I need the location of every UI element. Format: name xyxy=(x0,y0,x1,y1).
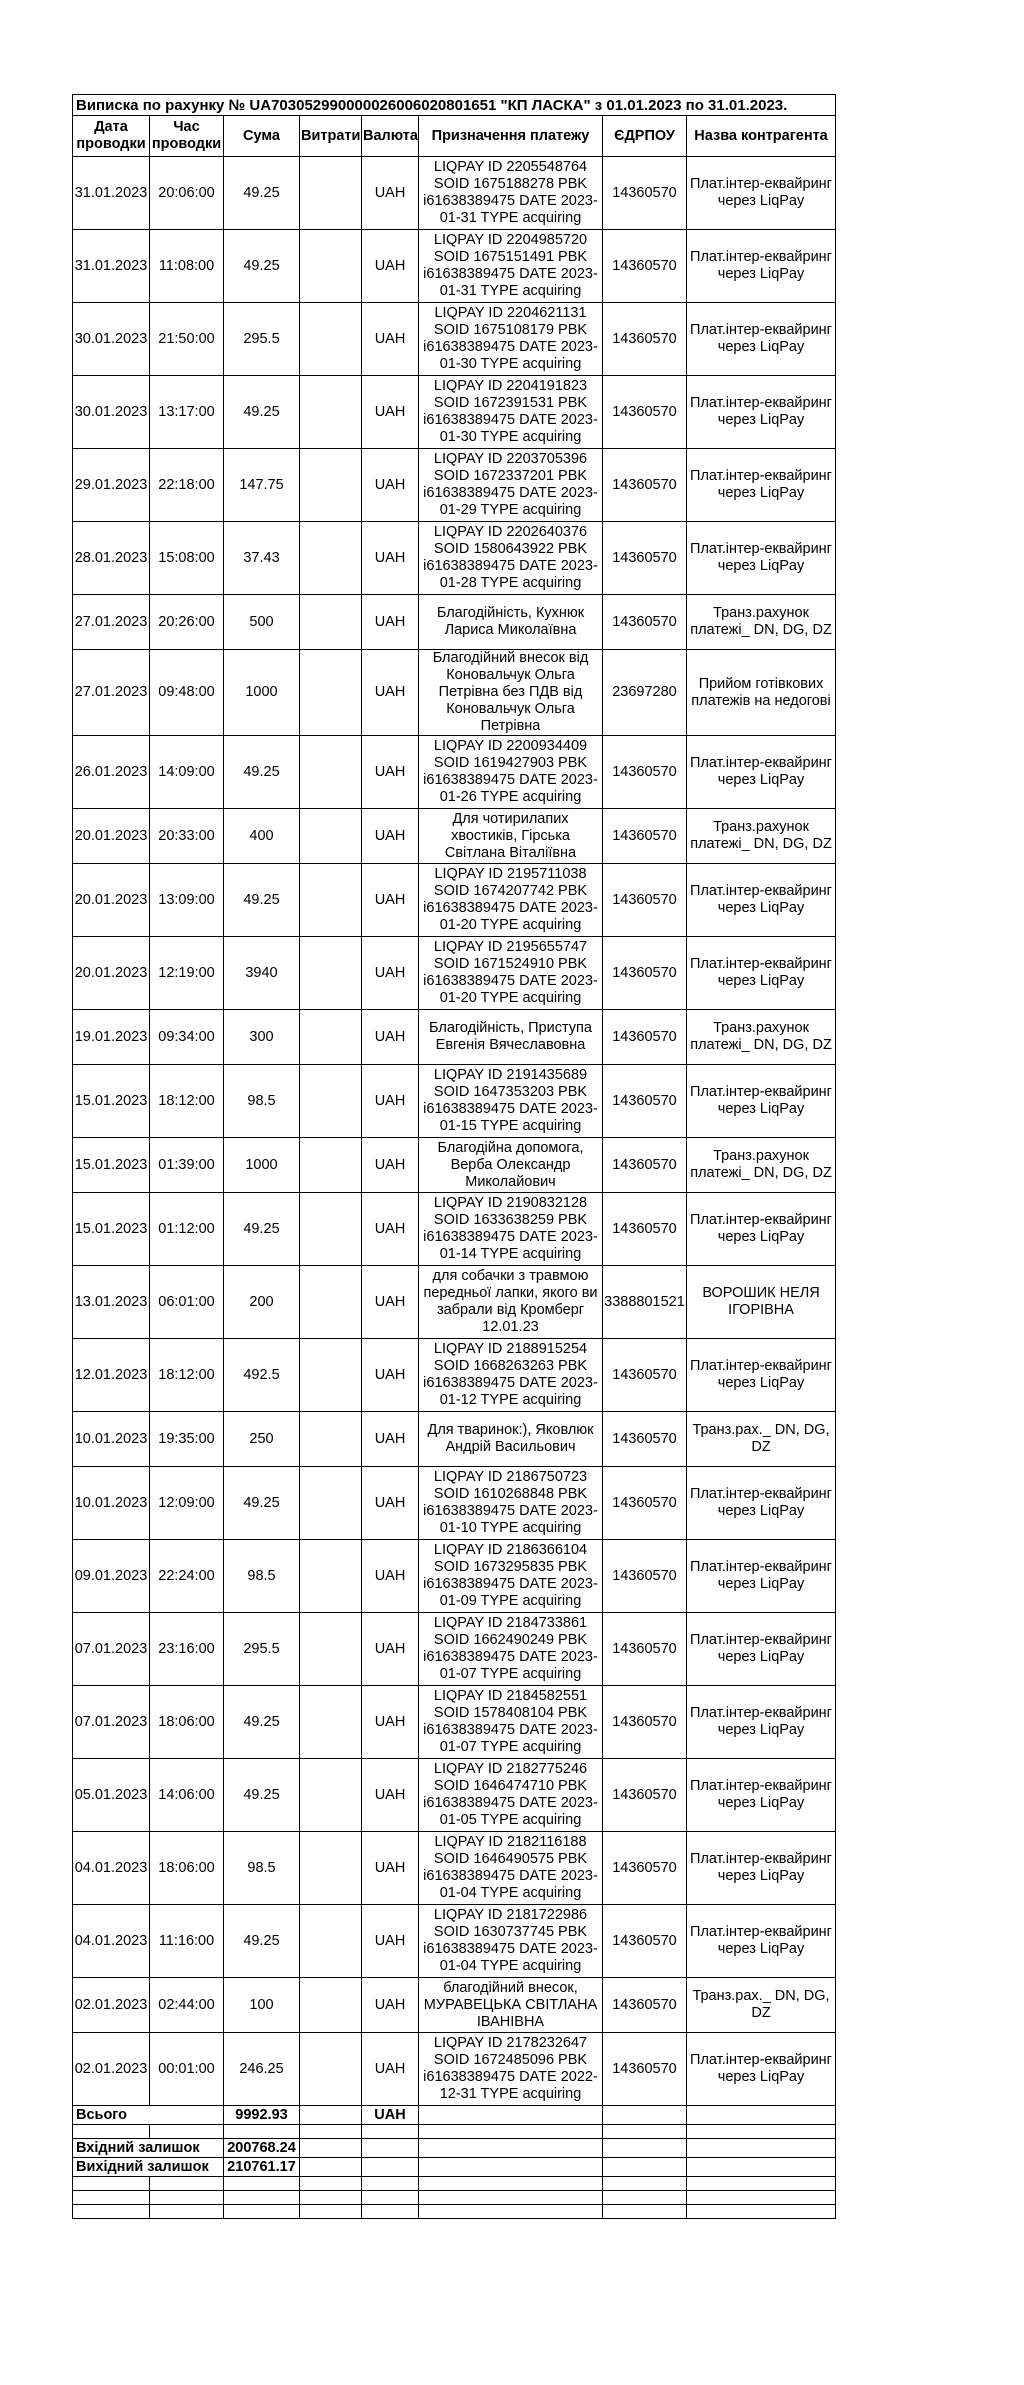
cell-date: 02.01.2023 xyxy=(73,2033,150,2106)
table-row xyxy=(73,230,836,303)
cell-purpose: LIQPAY ID 2181722986 SOID 1630737745 PBK i61638389475 DATE 2023-01-04 TYPE acquiring xyxy=(419,1905,603,1978)
cell-purpose: Для тваринок:), Яковлюк Андрій Васильович xyxy=(419,1412,603,1467)
cell-counterparty: Плат.інтер-еквайринг через LiqPay xyxy=(687,1832,836,1905)
cell-currency: UAH xyxy=(362,1978,419,2033)
cell-purpose: LIQPAY ID 2190832128 SOID 1633638259 PBK i61638389475 DATE 2023-01-14 TYPE acquiring xyxy=(419,1193,603,1266)
cell-purpose: LIQPAY ID 2205548764 SOID 1675188278 PBK i61638389475 DATE 2023-01-31 TYPE acquiring xyxy=(419,157,603,230)
cell-expense xyxy=(300,1467,362,1540)
cell-time: 20:06:00 xyxy=(150,157,224,230)
total-amount: 9992.93 xyxy=(224,2106,300,2125)
cell-purpose: LIQPAY ID 2182775246 SOID 1646474710 PBK i61638389475 DATE 2023-01-05 TYPE acquiring xyxy=(419,1759,603,1832)
cell-date: 30.01.2023 xyxy=(73,376,150,449)
cell-time: 20:26:00 xyxy=(150,595,224,650)
cell-currency: UAH xyxy=(362,809,419,864)
cell-counterparty: Плат.інтер-еквайринг через LiqPay xyxy=(687,864,836,937)
cell-date: 15.01.2023 xyxy=(73,1193,150,1266)
cell-date: 19.01.2023 xyxy=(73,1010,150,1065)
cell-purpose: LIQPAY ID 2204621131 SOID 1675108179 PBK i61638389475 DATE 2023-01-30 TYPE acquiring xyxy=(419,303,603,376)
closing-balance-label: Вихідний залишок xyxy=(73,2158,224,2177)
cell-purpose: LIQPAY ID 2203705396 SOID 1672337201 PBK i61638389475 DATE 2023-01-29 TYPE acquiring xyxy=(419,449,603,522)
cell-expense xyxy=(300,522,362,595)
cell-counterparty: Плат.інтер-еквайринг через LiqPay xyxy=(687,303,836,376)
closing-balance-row xyxy=(73,2158,836,2177)
cell-expense xyxy=(300,1339,362,1412)
cell-date: 12.01.2023 xyxy=(73,1339,150,1412)
cell-edrpou: 14360570 xyxy=(603,937,687,1010)
cell-amount: 49.25 xyxy=(224,736,300,809)
cell-time: 12:09:00 xyxy=(150,1467,224,1540)
cell-edrpou: 14360570 xyxy=(603,2033,687,2106)
cell-purpose: LIQPAY ID 2178232647 SOID 1672485096 PBK i61638389475 DATE 2022-12-31 TYPE acquiring xyxy=(419,2033,603,2106)
cell-counterparty: Транз.рахунок платежі_ DN, DG, DZ xyxy=(687,1138,836,1193)
statement-sheet xyxy=(72,94,835,2219)
table-row xyxy=(73,1759,836,1832)
table-row xyxy=(73,157,836,230)
cell-date: 10.01.2023 xyxy=(73,1467,150,1540)
cell-date: 20.01.2023 xyxy=(73,809,150,864)
cell-amount: 98.5 xyxy=(224,1832,300,1905)
cell-counterparty: Плат.інтер-еквайринг через LiqPay xyxy=(687,376,836,449)
cell-expense xyxy=(300,650,362,736)
cell-edrpou: 14360570 xyxy=(603,449,687,522)
cell-date: 27.01.2023 xyxy=(73,595,150,650)
cell-counterparty: Плат.інтер-еквайринг через LiqPay xyxy=(687,1467,836,1540)
cell-currency: UAH xyxy=(362,1065,419,1138)
cell-purpose: LIQPAY ID 2184582551 SOID 1578408104 PBK i61638389475 DATE 2023-01-07 TYPE acquiring xyxy=(419,1686,603,1759)
cell-time: 11:08:00 xyxy=(150,230,224,303)
cell-edrpou: 14360570 xyxy=(603,1412,687,1467)
cell-currency: UAH xyxy=(362,1266,419,1339)
cell-counterparty: Плат.інтер-еквайринг через LiqPay xyxy=(687,1613,836,1686)
cell-time: 14:09:00 xyxy=(150,736,224,809)
cell-expense xyxy=(300,1193,362,1266)
cell-time: 01:39:00 xyxy=(150,1138,224,1193)
cell-time: 13:17:00 xyxy=(150,376,224,449)
cell-purpose: LIQPAY ID 2200934409 SOID 1619427903 PBK i61638389475 DATE 2023-01-26 TYPE acquiring xyxy=(419,736,603,809)
cell-counterparty: Транз.рахунок платежі_ DN, DG, DZ xyxy=(687,1010,836,1065)
statement-title: Виписка по рахунку № UA703052990000026006020801651 "КП ЛАСКА" з 01.01.2023 по 31.01.2023. xyxy=(73,95,836,116)
cell-expense xyxy=(300,303,362,376)
cell-expense xyxy=(300,1065,362,1138)
cell-time: 18:06:00 xyxy=(150,1832,224,1905)
header-amount: Сума xyxy=(224,116,300,157)
cell-counterparty: Транз.рах._ DN, DG, DZ xyxy=(687,1978,836,2033)
cell-edrpou: 14360570 xyxy=(603,522,687,595)
cell-time: 18:12:00 xyxy=(150,1065,224,1138)
cell-purpose: LIQPAY ID 2204191823 SOID 1672391531 PBK i61638389475 DATE 2023-01-30 TYPE acquiring xyxy=(419,376,603,449)
cell-expense xyxy=(300,376,362,449)
cell-date: 15.01.2023 xyxy=(73,1065,150,1138)
cell-counterparty: Плат.інтер-еквайринг через LiqPay xyxy=(687,522,836,595)
cell-expense xyxy=(300,1759,362,1832)
cell-edrpou: 14360570 xyxy=(603,230,687,303)
cell-counterparty: Плат.інтер-еквайринг через LiqPay xyxy=(687,157,836,230)
cell-currency: UAH xyxy=(362,1010,419,1065)
cell-currency: UAH xyxy=(362,595,419,650)
cell-expense xyxy=(300,1832,362,1905)
cell-edrpou: 14360570 xyxy=(603,1339,687,1412)
cell-amount: 98.5 xyxy=(224,1065,300,1138)
cell-date: 29.01.2023 xyxy=(73,449,150,522)
table-row xyxy=(73,1193,836,1266)
cell-edrpou: 14360570 xyxy=(603,1759,687,1832)
cell-purpose: Благодійна допомога, Верба Олександр Миколайович xyxy=(419,1138,603,1193)
cell-counterparty: Транз.рахунок платежі_ DN, DG, DZ xyxy=(687,809,836,864)
cell-expense xyxy=(300,449,362,522)
cell-currency: UAH xyxy=(362,449,419,522)
cell-date: 05.01.2023 xyxy=(73,1759,150,1832)
cell-currency: UAH xyxy=(362,1467,419,1540)
header-currency: Валюта xyxy=(362,116,419,157)
cell-amount: 49.25 xyxy=(224,376,300,449)
cell-date: 07.01.2023 xyxy=(73,1686,150,1759)
cell-edrpou: 14360570 xyxy=(603,1193,687,1266)
table-row xyxy=(73,1138,836,1193)
cell-edrpou: 14360570 xyxy=(603,157,687,230)
cell-expense xyxy=(300,809,362,864)
cell-amount: 300 xyxy=(224,1010,300,1065)
header-edrpou: ЄДРПОУ xyxy=(603,116,687,157)
cell-edrpou: 14360570 xyxy=(603,1467,687,1540)
cell-amount: 1000 xyxy=(224,1138,300,1193)
cell-currency: UAH xyxy=(362,1686,419,1759)
cell-counterparty: Прийом готівкових платежів на недогові xyxy=(687,650,836,736)
table-row xyxy=(73,809,836,864)
cell-counterparty: Плат.інтер-еквайринг через LiqPay xyxy=(687,1759,836,1832)
cell-purpose: LIQPAY ID 2195655747 SOID 1671524910 PBK i61638389475 DATE 2023-01-20 TYPE acquiring xyxy=(419,937,603,1010)
cell-currency: UAH xyxy=(362,230,419,303)
table-row xyxy=(73,1832,836,1905)
cell-amount: 98.5 xyxy=(224,1540,300,1613)
cell-purpose: Для чотирилапих хвостиків, Гірська Світлана Віталіївна xyxy=(419,809,603,864)
cell-time: 12:19:00 xyxy=(150,937,224,1010)
cell-currency: UAH xyxy=(362,937,419,1010)
cell-counterparty: Транз.рах._ DN, DG, DZ xyxy=(687,1412,836,1467)
cell-expense xyxy=(300,1686,362,1759)
total-currency: UAH xyxy=(362,2106,419,2125)
cell-date: 15.01.2023 xyxy=(73,1138,150,1193)
cell-purpose: LIQPAY ID 2182116188 SOID 1646490575 PBK i61638389475 DATE 2023-01-04 TYPE acquiring xyxy=(419,1832,603,1905)
cell-amount: 37.43 xyxy=(224,522,300,595)
cell-time: 14:06:00 xyxy=(150,1759,224,1832)
cell-edrpou: 14360570 xyxy=(603,1065,687,1138)
cell-purpose: благодійний внесок, МУРАВЕЦЬКА СВІТЛАНА ІВАНІВНА xyxy=(419,1978,603,2033)
cell-currency: UAH xyxy=(362,1339,419,1412)
table-row xyxy=(73,1010,836,1065)
cell-edrpou: 14360570 xyxy=(603,1905,687,1978)
cell-counterparty: Плат.інтер-еквайринг через LiqPay xyxy=(687,1065,836,1138)
cell-expense xyxy=(300,1266,362,1339)
cell-date: 04.01.2023 xyxy=(73,1905,150,1978)
cell-expense xyxy=(300,230,362,303)
cell-currency: UAH xyxy=(362,1613,419,1686)
cell-currency: UAH xyxy=(362,522,419,595)
cell-date: 27.01.2023 xyxy=(73,650,150,736)
cell-currency: UAH xyxy=(362,1138,419,1193)
empty-cell xyxy=(419,2106,603,2125)
cell-date: 30.01.2023 xyxy=(73,303,150,376)
table-row xyxy=(73,864,836,937)
spacer-row xyxy=(73,2125,836,2139)
cell-counterparty: Плат.інтер-еквайринг через LiqPay xyxy=(687,1193,836,1266)
cell-time: 00:01:00 xyxy=(150,2033,224,2106)
cell-amount: 246.25 xyxy=(224,2033,300,2106)
total-label: Всього xyxy=(73,2106,224,2125)
cell-expense xyxy=(300,1010,362,1065)
cell-amount: 295.5 xyxy=(224,1613,300,1686)
cell-time: 06:01:00 xyxy=(150,1266,224,1339)
statement-table xyxy=(72,94,836,2219)
cell-currency: UAH xyxy=(362,1832,419,1905)
table-row xyxy=(73,1686,836,1759)
cell-purpose: LIQPAY ID 2186750723 SOID 1610268848 PBK i61638389475 DATE 2023-01-10 TYPE acquiring xyxy=(419,1467,603,1540)
cell-time: 09:34:00 xyxy=(150,1010,224,1065)
cell-date: 20.01.2023 xyxy=(73,864,150,937)
cell-counterparty: ВОРОШИК НЕЛЯ ІГОРІВНА xyxy=(687,1266,836,1339)
cell-currency: UAH xyxy=(362,2033,419,2106)
cell-counterparty: Плат.інтер-еквайринг через LiqPay xyxy=(687,937,836,1010)
cell-edrpou: 14360570 xyxy=(603,864,687,937)
cell-counterparty: Плат.інтер-еквайринг через LiqPay xyxy=(687,1339,836,1412)
cell-time: 21:50:00 xyxy=(150,303,224,376)
cell-time: 15:08:00 xyxy=(150,522,224,595)
cell-purpose: Благодійний внесок від Коновальчук Ольга Петрівна без ПДВ від Коновальчук Ольга Петрівна xyxy=(419,650,603,736)
cell-time: 19:35:00 xyxy=(150,1412,224,1467)
cell-expense xyxy=(300,1905,362,1978)
cell-edrpou: 14360570 xyxy=(603,1613,687,1686)
cell-purpose: LIQPAY ID 2184733861 SOID 1662490249 PBK i61638389475 DATE 2023-01-07 TYPE acquiring xyxy=(419,1613,603,1686)
cell-date: 28.01.2023 xyxy=(73,522,150,595)
cell-purpose: Благодійність, Кухнюк Лариса Миколаївна xyxy=(419,595,603,650)
table-row xyxy=(73,1412,836,1467)
cell-edrpou: 14360570 xyxy=(603,736,687,809)
cell-counterparty: Плат.інтер-еквайринг через LiqPay xyxy=(687,1540,836,1613)
cell-expense xyxy=(300,937,362,1010)
empty-cell xyxy=(603,2106,687,2125)
cell-currency: UAH xyxy=(362,1193,419,1266)
cell-expense xyxy=(300,1412,362,1467)
spacer-row xyxy=(73,2191,836,2205)
table-row xyxy=(73,449,836,522)
cell-date: 31.01.2023 xyxy=(73,157,150,230)
cell-edrpou: 14360570 xyxy=(603,1540,687,1613)
cell-time: 23:16:00 xyxy=(150,1613,224,1686)
cell-counterparty: Плат.інтер-еквайринг через LiqPay xyxy=(687,1686,836,1759)
cell-time: 13:09:00 xyxy=(150,864,224,937)
cell-counterparty: Плат.інтер-еквайринг через LiqPay xyxy=(687,2033,836,2106)
cell-date: 09.01.2023 xyxy=(73,1540,150,1613)
cell-date: 04.01.2023 xyxy=(73,1832,150,1905)
cell-time: 18:06:00 xyxy=(150,1686,224,1759)
cell-purpose: для собачки з травмою передньої лапки, якого ви забрали від Кромберг 12.01.23 xyxy=(419,1266,603,1339)
table-row xyxy=(73,303,836,376)
opening-balance-row xyxy=(73,2139,836,2158)
cell-currency: UAH xyxy=(362,1905,419,1978)
cell-purpose: LIQPAY ID 2186366104 SOID 1673295835 PBK i61638389475 DATE 2023-01-09 TYPE acquiring xyxy=(419,1540,603,1613)
cell-edrpou: 14360570 xyxy=(603,376,687,449)
table-row xyxy=(73,650,836,736)
cell-expense xyxy=(300,864,362,937)
cell-amount: 250 xyxy=(224,1412,300,1467)
cell-amount: 49.25 xyxy=(224,1905,300,1978)
cell-expense xyxy=(300,1138,362,1193)
cell-amount: 1000 xyxy=(224,650,300,736)
header-expense: Витрати xyxy=(300,116,362,157)
cell-amount: 400 xyxy=(224,809,300,864)
empty-cell xyxy=(687,2106,836,2125)
spacer-row xyxy=(73,2205,836,2219)
header-row xyxy=(73,116,836,157)
cell-expense xyxy=(300,736,362,809)
cell-purpose: Благодійність, Приступа Евгенія Вячеславовна xyxy=(419,1010,603,1065)
cell-amount: 49.25 xyxy=(224,864,300,937)
table-row xyxy=(73,1467,836,1540)
table-row xyxy=(73,1266,836,1339)
table-row xyxy=(73,1978,836,2033)
spacer-row xyxy=(73,2177,836,2191)
header-counterparty: Назва контрагента xyxy=(687,116,836,157)
cell-edrpou: 14360570 xyxy=(603,595,687,650)
cell-date: 10.01.2023 xyxy=(73,1412,150,1467)
cell-time: 18:12:00 xyxy=(150,1339,224,1412)
cell-amount: 49.25 xyxy=(224,1467,300,1540)
cell-purpose: LIQPAY ID 2204985720 SOID 1675151491 PBK i61638389475 DATE 2023-01-31 TYPE acquiring xyxy=(419,230,603,303)
table-row xyxy=(73,522,836,595)
cell-currency: UAH xyxy=(362,1412,419,1467)
cell-time: 01:12:00 xyxy=(150,1193,224,1266)
cell-expense xyxy=(300,157,362,230)
cell-purpose: LIQPAY ID 2188915254 SOID 1668263263 PBK i61638389475 DATE 2023-01-12 TYPE acquiring xyxy=(419,1339,603,1412)
cell-edrpou: 3388801521 xyxy=(603,1266,687,1339)
cell-date: 20.01.2023 xyxy=(73,937,150,1010)
cell-amount: 100 xyxy=(224,1978,300,2033)
header-time: Час проводки xyxy=(150,116,224,157)
cell-amount: 49.25 xyxy=(224,157,300,230)
cell-currency: UAH xyxy=(362,650,419,736)
total-row xyxy=(73,2106,836,2125)
cell-time: 09:48:00 xyxy=(150,650,224,736)
cell-counterparty: Плат.інтер-еквайринг через LiqPay xyxy=(687,230,836,303)
cell-time: 11:16:00 xyxy=(150,1905,224,1978)
table-row xyxy=(73,1905,836,1978)
cell-currency: UAH xyxy=(362,1540,419,1613)
cell-amount: 49.25 xyxy=(224,1686,300,1759)
table-row xyxy=(73,1339,836,1412)
cell-expense xyxy=(300,1978,362,2033)
cell-purpose: LIQPAY ID 2191435689 SOID 1647353203 PBK i61638389475 DATE 2023-01-15 TYPE acquiring xyxy=(419,1065,603,1138)
cell-purpose: LIQPAY ID 2195711038 SOID 1674207742 PBK i61638389475 DATE 2023-01-20 TYPE acquiring xyxy=(419,864,603,937)
cell-counterparty: Плат.інтер-еквайринг через LiqPay xyxy=(687,1905,836,1978)
cell-amount: 500 xyxy=(224,595,300,650)
table-row xyxy=(73,595,836,650)
title-row xyxy=(73,95,836,116)
cell-time: 20:33:00 xyxy=(150,809,224,864)
cell-amount: 49.25 xyxy=(224,1759,300,1832)
cell-currency: UAH xyxy=(362,736,419,809)
cell-amount: 295.5 xyxy=(224,303,300,376)
cell-date: 26.01.2023 xyxy=(73,736,150,809)
cell-counterparty: Плат.інтер-еквайринг через LiqPay xyxy=(687,449,836,522)
table-row xyxy=(73,1540,836,1613)
cell-date: 31.01.2023 xyxy=(73,230,150,303)
cell-currency: UAH xyxy=(362,376,419,449)
opening-balance-amount: 200768.24 xyxy=(224,2139,300,2158)
cell-date: 13.01.2023 xyxy=(73,1266,150,1339)
cell-currency: UAH xyxy=(362,864,419,937)
cell-currency: UAH xyxy=(362,1759,419,1832)
cell-expense xyxy=(300,595,362,650)
cell-edrpou: 14360570 xyxy=(603,303,687,376)
cell-purpose: LIQPAY ID 2202640376 SOID 1580643922 PBK i61638389475 DATE 2023-01-28 TYPE acquiring xyxy=(419,522,603,595)
cell-expense xyxy=(300,1613,362,1686)
cell-edrpou: 23697280 xyxy=(603,650,687,736)
cell-edrpou: 14360570 xyxy=(603,1832,687,1905)
cell-amount: 200 xyxy=(224,1266,300,1339)
header-date: Дата проводки xyxy=(73,116,150,157)
table-row xyxy=(73,1065,836,1138)
closing-balance-amount: 210761.17 xyxy=(224,2158,300,2177)
empty-cell xyxy=(300,2106,362,2125)
cell-date: 02.01.2023 xyxy=(73,1978,150,2033)
table-row xyxy=(73,937,836,1010)
cell-amount: 147.75 xyxy=(224,449,300,522)
table-row xyxy=(73,736,836,809)
opening-balance-label: Вхідний залишок xyxy=(73,2139,224,2158)
header-purpose: Призначення платежу xyxy=(419,116,603,157)
cell-edrpou: 14360570 xyxy=(603,1138,687,1193)
cell-edrpou: 14360570 xyxy=(603,1010,687,1065)
cell-amount: 3940 xyxy=(224,937,300,1010)
cell-expense xyxy=(300,1540,362,1613)
cell-amount: 49.25 xyxy=(224,230,300,303)
cell-counterparty: Транз.рахунок платежі_ DN, DG, DZ xyxy=(687,595,836,650)
cell-edrpou: 14360570 xyxy=(603,809,687,864)
cell-time: 22:24:00 xyxy=(150,1540,224,1613)
cell-edrpou: 14360570 xyxy=(603,1686,687,1759)
cell-edrpou: 14360570 xyxy=(603,1978,687,2033)
table-row xyxy=(73,376,836,449)
table-row xyxy=(73,1613,836,1686)
cell-counterparty: Плат.інтер-еквайринг через LiqPay xyxy=(687,736,836,809)
cell-currency: UAH xyxy=(362,303,419,376)
cell-time: 02:44:00 xyxy=(150,1978,224,2033)
cell-amount: 492.5 xyxy=(224,1339,300,1412)
cell-date: 07.01.2023 xyxy=(73,1613,150,1686)
table-row xyxy=(73,2033,836,2106)
cell-amount: 49.25 xyxy=(224,1193,300,1266)
cell-expense xyxy=(300,2033,362,2106)
cell-currency: UAH xyxy=(362,157,419,230)
cell-time: 22:18:00 xyxy=(150,449,224,522)
